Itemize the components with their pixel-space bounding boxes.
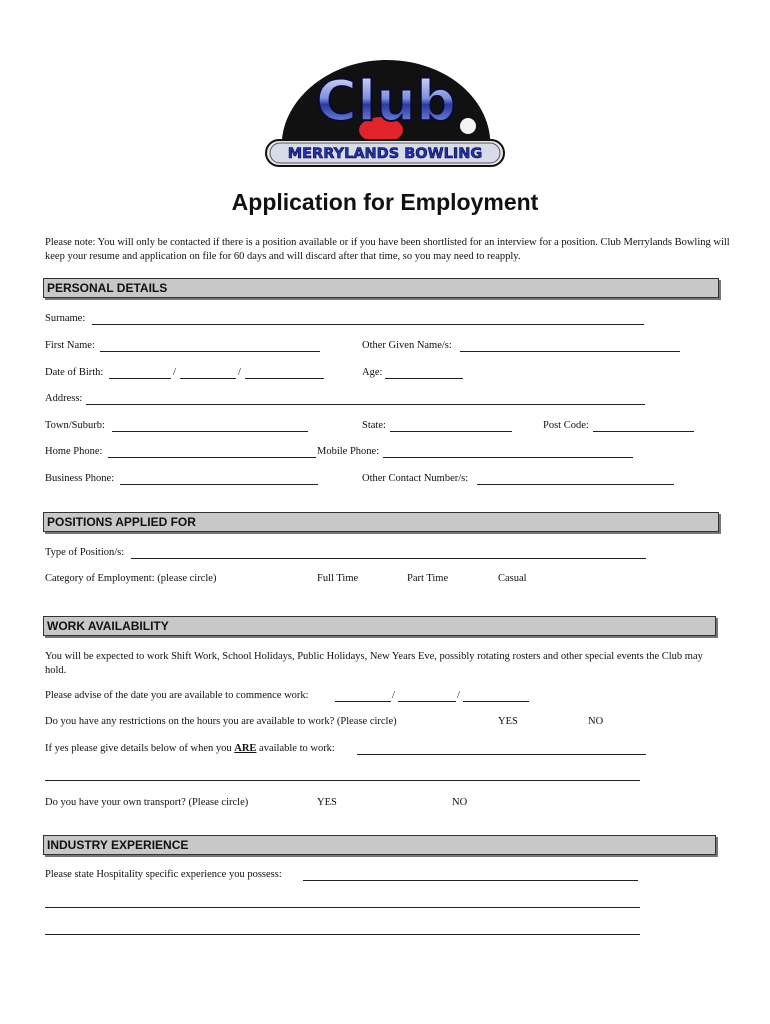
section-personal-details: PERSONAL DETAILS <box>43 278 719 298</box>
surname-label: Surname: <box>45 313 86 324</box>
page-title: Application for Employment <box>231 189 539 215</box>
town-field[interactable] <box>112 431 308 432</box>
option-full-time[interactable]: Full Time <box>317 573 359 584</box>
commence-separator: / <box>392 690 395 701</box>
section-positions-applied: POSITIONS APPLIED FOR <box>43 512 719 532</box>
intro-note: Please note: You will only be contacted if there is a position available or if you have been shortlisted for an interview for a position. Club Merrylands Bowling will keep your resume and application on file for 60 days and will discard after that time, so you may need to reapply. <box>45 237 730 262</box>
transport-no-option[interactable]: NO <box>452 797 468 808</box>
availability-details-field-line-2[interactable] <box>45 780 640 781</box>
mobile-phone-label: Mobile Phone: <box>317 446 380 457</box>
address-label: Address: <box>45 393 83 404</box>
option-part-time[interactable]: Part Time <box>407 573 449 584</box>
age-label: Age: <box>362 367 383 378</box>
experience-field-line-3[interactable] <box>45 934 640 935</box>
availability-details-label: If yes please give details below of when you ARE available to work: <box>45 743 335 754</box>
surname-field[interactable] <box>92 324 644 325</box>
restrictions-yes-option[interactable]: YES <box>498 716 518 727</box>
commence-label: Please advise of the date you are available to commence work: <box>45 690 309 701</box>
dob-label: Date of Birth: <box>45 367 104 378</box>
transport-label: Do you have your own transport? (Please circle) <box>45 797 249 808</box>
experience-field[interactable] <box>303 880 638 881</box>
commence-day-field[interactable] <box>335 701 391 702</box>
option-casual[interactable]: Casual <box>498 573 527 584</box>
club-logo <box>263 58 509 174</box>
experience-prompt: Please state Hospitality specific experience you possess: <box>45 869 282 880</box>
other-names-field[interactable] <box>460 351 680 352</box>
logo-banner-text: MERRYLANDS BOWLING <box>287 146 483 162</box>
address-field[interactable] <box>86 404 645 405</box>
first-name-field[interactable] <box>100 351 320 352</box>
dob-year-field[interactable] <box>245 378 324 379</box>
other-contact-field[interactable] <box>477 484 674 485</box>
position-type-field[interactable] <box>131 558 646 559</box>
business-phone-field[interactable] <box>120 484 318 485</box>
age-field[interactable] <box>385 378 463 379</box>
other-contact-label: Other Contact Number/s: <box>362 473 469 484</box>
home-phone-label: Home Phone: <box>45 446 103 457</box>
home-phone-field[interactable] <box>108 457 316 458</box>
dob-month-field[interactable] <box>180 378 236 379</box>
state-field[interactable] <box>390 431 512 432</box>
town-label: Town/Suburb: <box>45 420 105 431</box>
commence-separator: / <box>457 690 460 701</box>
employment-category-label: Category of Employment: (please circle) <box>45 573 217 584</box>
dob-separator: / <box>238 367 241 378</box>
section-industry-experience: INDUSTRY EXPERIENCE <box>43 835 716 855</box>
commence-month-field[interactable] <box>398 701 456 702</box>
position-type-label: Type of Position/s: <box>45 547 125 558</box>
commence-year-field[interactable] <box>463 701 529 702</box>
dob-separator: / <box>173 367 176 378</box>
postcode-field[interactable] <box>593 431 694 432</box>
transport-yes-option[interactable]: YES <box>317 797 337 808</box>
section-work-availability: WORK AVAILABILITY <box>43 616 716 636</box>
state-label: State: <box>362 420 386 431</box>
restrictions-label: Do you have any restrictions on the hours you are available to work? (Please circle) <box>45 716 397 727</box>
dob-day-field[interactable] <box>109 378 171 379</box>
experience-field-line-2[interactable] <box>45 907 640 908</box>
availability-details-field[interactable] <box>357 754 646 755</box>
restrictions-no-option[interactable]: NO <box>588 716 604 727</box>
business-phone-label: Business Phone: <box>45 473 115 484</box>
availability-intro: You will be expected to work Shift Work, School Holidays, Public Holidays, New Years Eve, possibly rotating rosters and other special events the Club may hold. <box>45 651 703 676</box>
other-names-label: Other Given Name/s: <box>362 340 452 351</box>
mobile-phone-field[interactable] <box>383 457 633 458</box>
logo-club-text: Club <box>315 69 457 134</box>
first-name-label: First Name: <box>45 340 95 351</box>
postcode-label: Post Code: <box>543 420 589 431</box>
